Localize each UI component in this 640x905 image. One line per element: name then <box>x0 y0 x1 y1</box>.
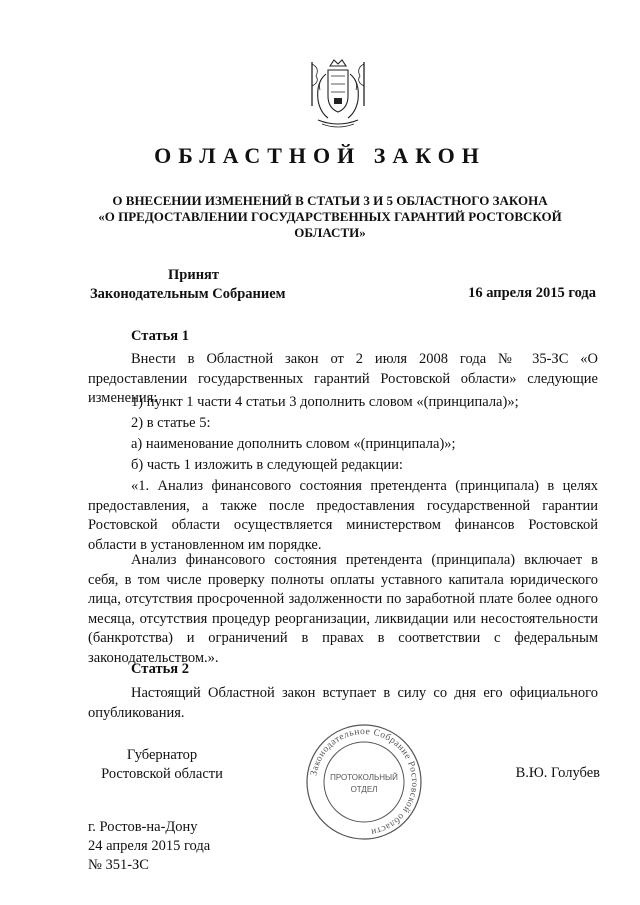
signing-date: 24 апреля 2015 года <box>88 838 211 854</box>
subtitle-line: О ВНЕСЕНИИ ИЗМЕНЕНИЙ В СТАТЬИ 3 И 5 ОБЛАСТНОГО ЗАКОНА <box>112 193 548 208</box>
article-1-paragraph: «1. Анализ финансового состояния претендента (принципала) в целях предоставления, а также после предоставления государственной гарантии Ростовской области осуществляется министерством финансов Ростовской области в установленном им порядке. <box>88 478 598 553</box>
article-1-paragraph: б) часть 1 изложить в следующей редакции: <box>131 457 403 473</box>
adopted-date: 16 апреля 2015 года <box>468 285 596 301</box>
adopted-body: Законодательным Собранием <box>90 286 286 302</box>
stamp-center-line: ОТДЕЛ <box>350 785 378 794</box>
law-number: № 351-ЗС <box>88 857 149 873</box>
stamp-ring-text: Законодательное Собрание Ростовской области <box>309 726 420 837</box>
subtitle-line: ОБЛАСТИ» <box>294 225 366 240</box>
article-1-paragraph: Анализ финансового состояния претендента (принципала) включает в себя, в том числе проверку полноты оплаты уставного капитала юридического лица, отсутствия просроченной задолженности по заработной плате более одного месяца, отсутствия процедур реорганизации, ликвидации или несостоятельности (банкротства) и ограничений в правах в соответствии с федеральным законодательством.». <box>88 552 598 666</box>
position-line: Губернатор <box>126 747 198 763</box>
stamp-center-line: ПРОТОКОЛЬНЫЙ <box>330 773 398 782</box>
article-1-paragraph: 2) в статье 5: <box>131 415 211 431</box>
signatory-position <box>92 746 232 784</box>
city: г. Ростов-на-Дону <box>88 819 198 835</box>
subtitle-line: «О ПРЕДОСТАВЛЕНИИ ГОСУДАРСТВЕННЫХ ГАРАНТИЙ РОСТОВСКОЙ <box>98 209 562 224</box>
publication-details <box>88 818 210 875</box>
article-1-paragraph: а) наименование дополнить словом «(принципала)»; <box>131 436 456 452</box>
article-2-paragraph: Настоящий Областной закон вступает в силу со дня его официального опубликования. <box>88 685 598 721</box>
document-title: ОБЛАСТНОЙ ЗАКОН <box>154 143 486 168</box>
coat-of-arms-emblem-icon <box>304 56 372 130</box>
article-2-heading: Статья 2 <box>131 661 189 677</box>
official-stamp <box>304 722 424 842</box>
article-1-heading: Статья 1 <box>131 328 189 344</box>
position-line: Ростовской области <box>101 766 223 782</box>
document-subtitle <box>70 193 590 241</box>
article-1-paragraph: 1) пункт 1 части 4 статьи 3 дополнить словом «(принципала)»; <box>131 394 519 410</box>
adopted-by <box>90 266 286 304</box>
signatory-name: В.Ю. Голубев <box>515 765 600 781</box>
adopted-line: Принят <box>168 267 220 283</box>
article-1-paragraph: Внести в Областной закон от 2 июля 2008 года № 35-ЗС «О предоставлении государственных гарантий Ростовской области» следующие изменения: <box>88 351 598 406</box>
